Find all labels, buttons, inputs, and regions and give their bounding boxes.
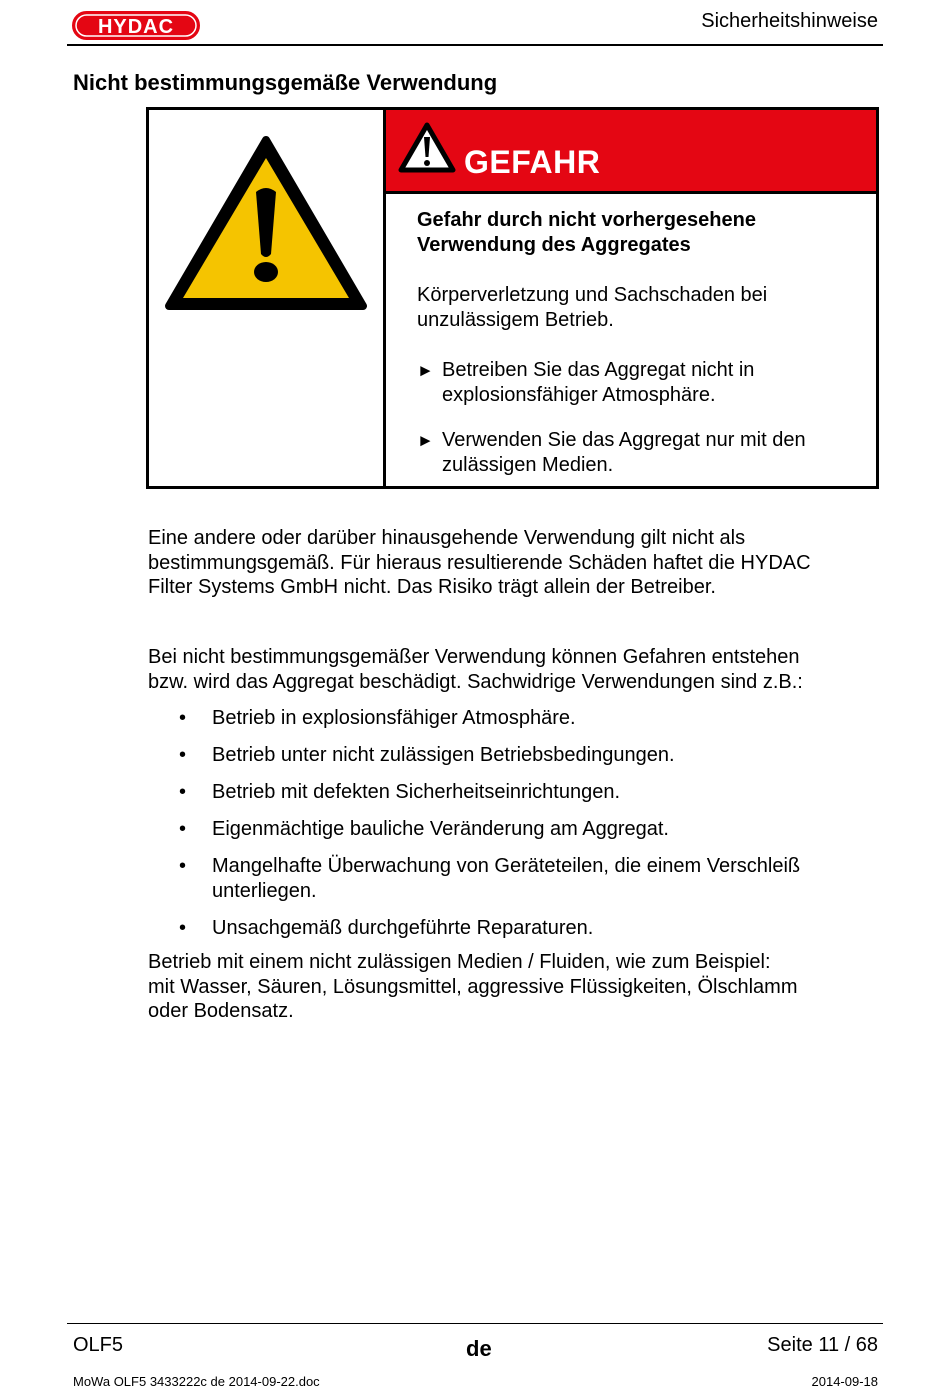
hazard-title: Gefahr durch nicht vorhergesehene Verwendung des Aggregates <box>417 209 756 256</box>
hazard-action: ► Betreiben Sie das Aggregat nicht in explosionsfähiger Atmosphäre. <box>417 359 755 406</box>
bullet-icon: • <box>179 707 187 729</box>
svg-text:HYDAC: HYDAC <box>97 16 175 38</box>
footer-product: OLF5 <box>73 1334 124 1356</box>
misuse-list <box>148 706 868 953</box>
footer-page-number: Seite 11 / 68 <box>767 1334 878 1356</box>
warning-symbol-panel <box>149 110 386 486</box>
list-item: • Betrieb in explosionsfähiger Atmosphäre. <box>179 707 576 729</box>
list-item: • Betrieb unter nicht zulässigen Betriebsbedingungen. <box>179 744 675 766</box>
action-arrow-icon: ► <box>417 361 434 380</box>
bullet-icon: • <box>179 818 187 840</box>
list-item: • Betrieb mit defekten Sicherheitseinrichtungen. <box>179 781 621 803</box>
paragraph-intended-use: Eine andere oder darüber hinausgehende Verwendung gilt nicht als bestimmungsgemäß. Für hieraus resultierende Schäden haftet die HYDAC Filter Systems GmbH nicht. Das Risiko trägt allein der Betreiber. <box>148 527 811 598</box>
footer-divider <box>67 1323 883 1324</box>
list-item: • Mangelhafte Überwachung von Geräteteilen, die einem Verschleiß unterliegen. <box>179 855 801 902</box>
header-divider <box>67 44 883 46</box>
list-item: • Eigenmächtige bauliche Veränderung am Aggregat. <box>179 818 669 840</box>
action-arrow-icon: ► <box>417 431 434 450</box>
bullet-icon: • <box>179 781 187 803</box>
bullet-icon: • <box>179 744 187 766</box>
hazard-action: ► Verwenden Sie das Aggregat nur mit den zulässigen Medien. <box>417 429 806 476</box>
header-title: Sicherheitshinweise <box>701 10 878 32</box>
warning-triangle-small-icon <box>398 122 456 174</box>
danger-header <box>386 110 876 194</box>
bullet-icon: • <box>179 855 187 877</box>
section-title: Nicht bestimmungsgemäße Verwendung <box>73 70 498 95</box>
footer-language: de <box>466 1336 492 1361</box>
danger-warning-box <box>146 107 879 489</box>
footer-date: 2014-09-18 <box>811 1374 878 1389</box>
signal-word: GEFAHR <box>464 144 601 180</box>
bullet-icon: • <box>179 916 187 939</box>
list-item: • Unsachgemäß durchgeführte Reparaturen. <box>179 916 594 939</box>
paragraph-media: Betrieb mit einem nicht zulässigen Medien / Fluiden, wie zum Beispiel: mit Wasser, Säuren, Lösungsmittel, aggressive Flüssigkeiten, Ölschlamm oder Bodensatz. <box>148 951 798 1022</box>
hydac-logo <box>71 10 201 41</box>
warning-triangle-icon <box>163 134 369 314</box>
footer-document-name: MoWa OLF5 3433222c de 2014-09-22.doc <box>73 1374 320 1389</box>
hazard-consequence: Körperverletzung und Sachschaden bei unzulässigem Betrieb. <box>417 284 768 331</box>
paragraph-misuse-intro: Bei nicht bestimmungsgemäßer Verwendung können Gefahren entstehen bzw. wird das Aggregat beschädigt. Sachwidrige Verwendungen sind z.B.: <box>148 646 803 693</box>
warning-text <box>417 208 856 498</box>
